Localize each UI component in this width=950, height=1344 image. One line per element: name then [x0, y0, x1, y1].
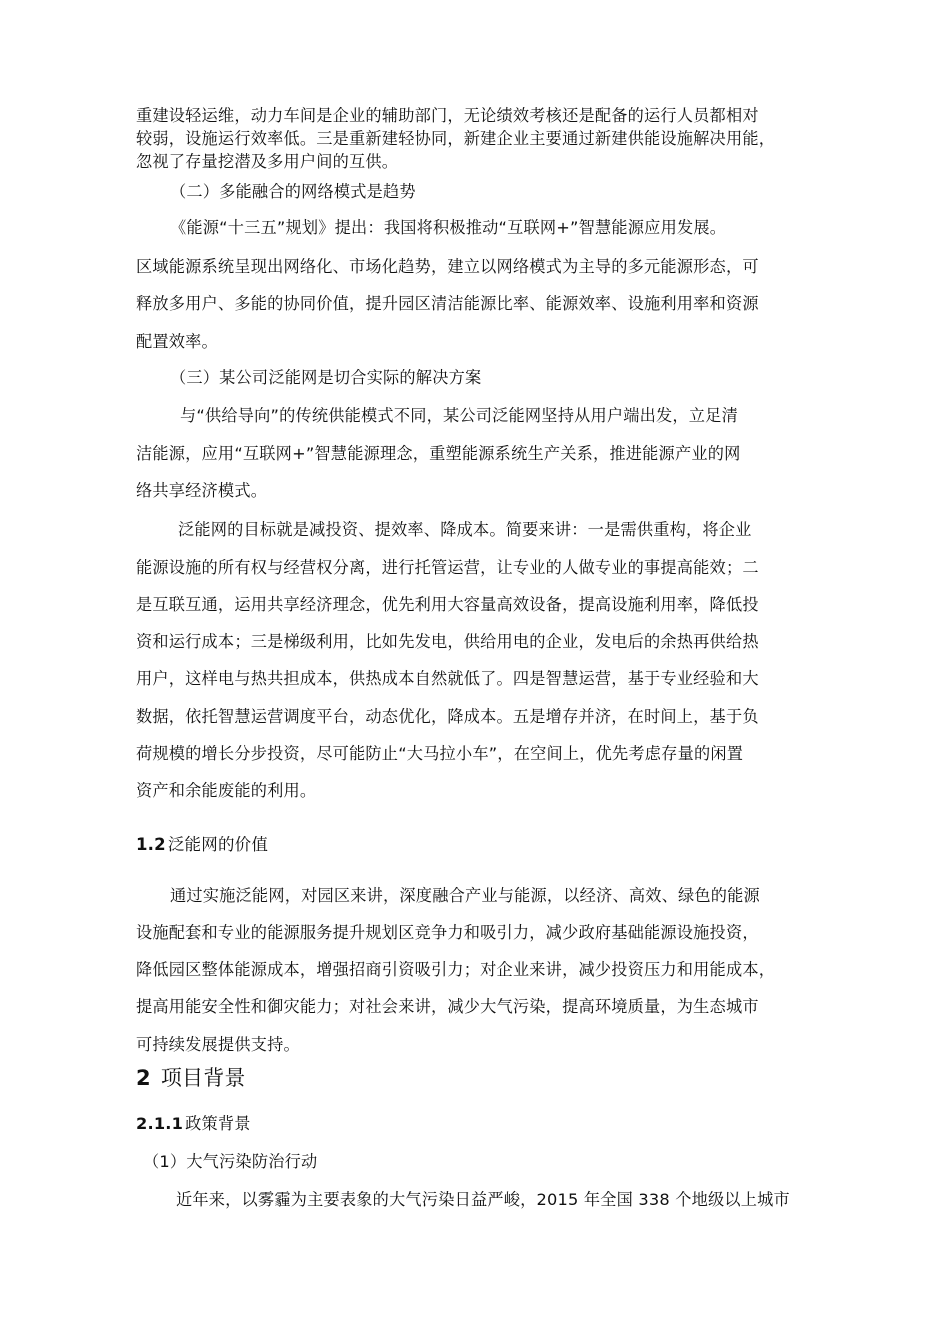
goal-line-6: 数据，依托智慧运营调度平台，动态优化，降成本。五是增存并济，在时间上，基于负 [136, 707, 759, 726]
goal-line-5: 用户，这样电与热共担成本，供热成本自然就低了。四是智慧运营，基于专业经验和大 [136, 669, 759, 688]
section-heading-2-1-1 [136, 1112, 836, 1136]
goal-line-2: 能源设施的所有权与经营权分离，进行托管运营，让专业的人做专业的事提高能效；二 [136, 558, 759, 577]
intro-line-3: 忽视了存量挖潜及多用户间的互供。 [136, 152, 399, 171]
section-number: 1.2 [136, 835, 166, 854]
sub2-line-1: 《能源“十三五”规划》提出：我国将积极推动“互联网+”智慧能源应用发展。 [170, 218, 727, 237]
intro-line-2: 较弱，设施运行效率低。三是重新建轻协同，新建企业主要通过新建供能设施解决用能， [136, 129, 776, 148]
goal-line-1: 泛能网的目标就是减投资、提效率、降成本。简要来讲：一是需供重构，将企业 [178, 520, 752, 539]
goal-line-8: 资产和余能废能的利用。 [136, 781, 317, 800]
item-1-title: （1）大气污染防治行动 [143, 1152, 318, 1171]
goal-line-7: 荷规模的增长分步投资，尽可能防止“大马拉小车”，在空间上，优先考虑存量的闲置 [136, 744, 744, 763]
intro-line-1: 重建设轻运维，动力车间是企业的辅助部门，无论绩效考核还是配备的运行人员都相对 [136, 106, 759, 125]
value-line-5: 可持续发展提供支持。 [136, 1035, 300, 1054]
section-number: 2.1.1 [136, 1114, 184, 1133]
value-line-1: 通过实施泛能网，对园区来讲，深度融合产业与能源，以经济、高效、绿色的能源 [170, 886, 760, 905]
section-title: 项目背景 [160, 1066, 246, 1090]
section-title: 泛能网的价值 [167, 835, 269, 854]
item-1-line: 近年来，以雾霾为主要表象的大气污染日益严峻，2015 年全国 338 个地级以上城市 [176, 1190, 790, 1209]
section-heading-2 [136, 1063, 836, 1093]
sub2-line-4: 配置效率。 [136, 332, 218, 351]
sub2-line-2: 区域能源系统呈现出网络化、市场化趋势，建立以网络模式为主导的多元能源形态，可 [136, 257, 759, 276]
sub2-line-3: 释放多用户、多能的协同价值，提升园区清洁能源比率、能源效率、设施利用率和资源 [136, 294, 759, 313]
subheading-2: （二）多能融合的网络模式是趋势 [170, 182, 416, 201]
sub3-line-2: 洁能源，应用“互联网+”智慧能源理念，重塑能源系统生产关系，推进能源产业的网 [136, 444, 741, 463]
goal-line-4: 资和运行成本；三是梯级利用，比如先发电，供给用电的企业，发电后的余热再供给热 [136, 632, 759, 651]
sub3-line-3: 络共享经济模式。 [136, 481, 268, 500]
subheading-3: （三）某公司泛能网是切合实际的解决方案 [170, 368, 482, 387]
section-number: 2 [136, 1066, 151, 1090]
value-line-2: 设施配套和专业的能源服务提升规划区竞争力和吸引力，减少政府基础能源设施投资， [136, 923, 759, 942]
section-title: 政策背景 [185, 1114, 251, 1133]
value-line-3: 降低园区整体能源成本，增强招商引资吸引力；对企业来讲，减少投资压力和用能成本， [136, 960, 776, 979]
sub3-line-1: 与“供给导向”的传统供能模式不同，某公司泛能网坚持从用户端出发，立足清 [180, 406, 738, 425]
value-line-4: 提高用能安全性和御灾能力；对社会来讲，减少大气污染，提高环境质量，为生态城市 [136, 997, 759, 1016]
goal-line-3: 是互联互通，运用共享经济理念，优先利用大容量高效设备，提高设施利用率，降低投 [136, 595, 759, 614]
section-heading-1-2 [136, 833, 836, 857]
